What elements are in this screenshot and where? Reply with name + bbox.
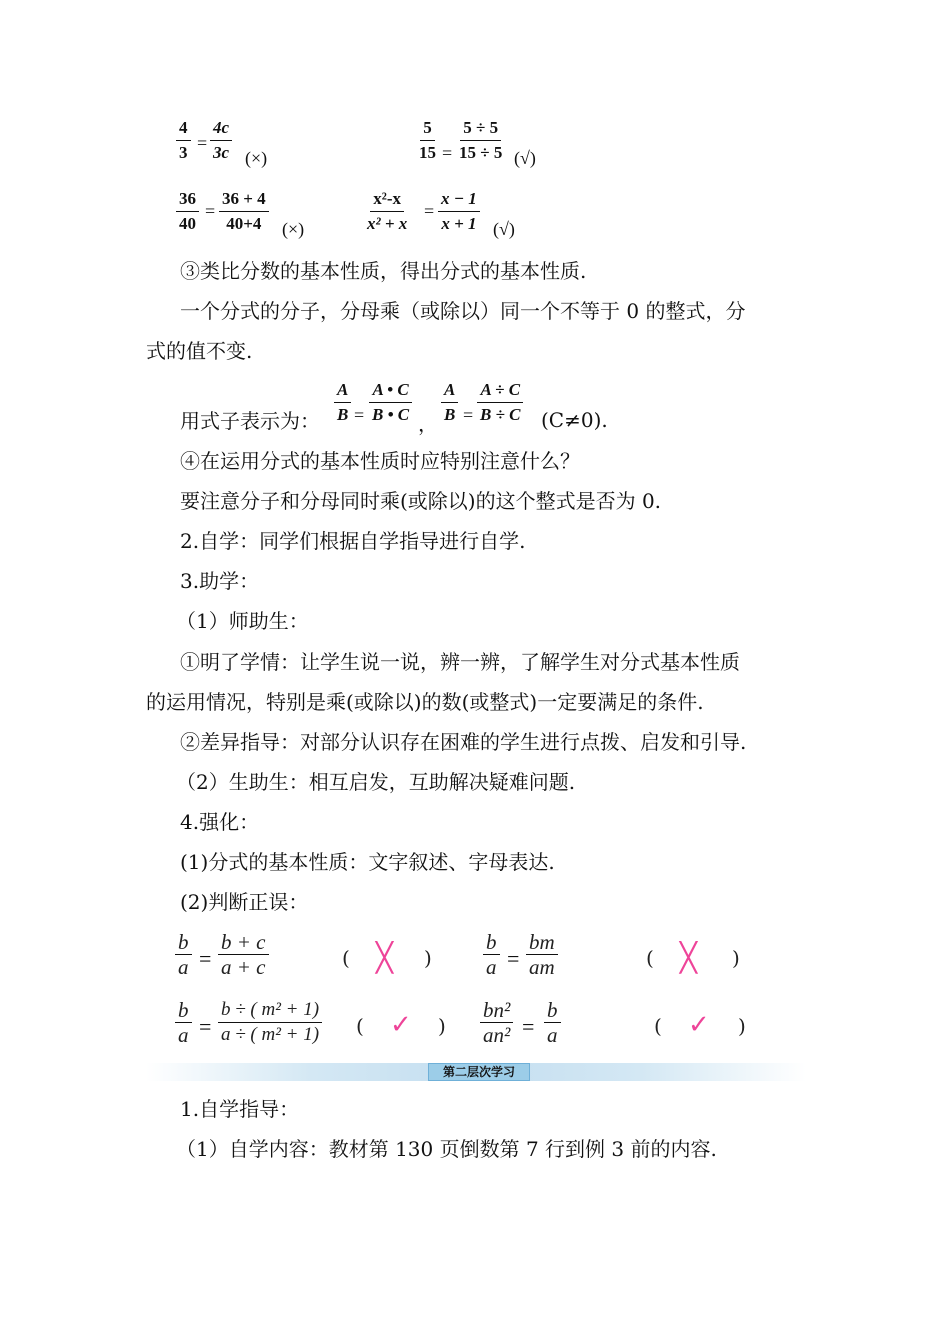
- wrong-mark: (×): [282, 219, 305, 239]
- answer-paren-close: ): [424, 946, 432, 970]
- text-line: 式的值不变.: [146, 339, 253, 363]
- formula-fraction-ac-bc: $\frac{A • C}{B • C}$: [369, 380, 412, 425]
- section-banner-label: 第二层次学习: [428, 1063, 530, 1081]
- judge-fraction-b-a: $\frac{b}{a}$: [175, 1000, 192, 1045]
- fraction-xminus1-xplus1: $\frac{x - 1}{x + 1}$: [438, 189, 480, 234]
- equals-sign: =: [205, 201, 216, 221]
- answer-paren-open: (: [342, 946, 350, 970]
- answer-paren-close: ): [738, 1014, 746, 1038]
- text-line: (1)分式的基本性质：文字叙述、字母表达.: [180, 850, 555, 874]
- text-line: 一个分式的分子，分母乘（或除以）同一个不等于 0 的整式，分: [180, 299, 746, 323]
- comma: ，: [418, 412, 438, 436]
- text-line: （1）自学内容：教材第 130 页倒数第 7 行到例 3 前的内容.: [176, 1137, 717, 1161]
- answer-paren-open: (: [356, 1014, 364, 1038]
- answer-paren-open: (: [646, 946, 654, 970]
- fraction-x2minusx-x2plusx: $\frac{\text{x²-x}}{\text{x² + x}}$: [367, 189, 408, 233]
- check-icon: ✓: [688, 1010, 710, 1040]
- equals-sign: =: [199, 946, 212, 971]
- equals-sign: =: [522, 1014, 535, 1039]
- formula-prefix: 用式子表示为：: [180, 409, 320, 433]
- text-line: 1.自学指导：: [180, 1097, 300, 1121]
- text-line: 3.助学：: [180, 569, 260, 593]
- formula-fraction-adivc-bdivc: $\frac{A \div C}{B \div C}$: [477, 380, 524, 425]
- cross-icon: ╳: [680, 941, 697, 974]
- answer-paren-close: ): [438, 1014, 446, 1038]
- equals-sign: =: [197, 133, 208, 153]
- text-line: ①明了学情：让学生说一说，辨一辨，了解学生对分式基本性质: [180, 650, 740, 674]
- fraction-36plus4-40plus4: $\frac{36 + 4}{40+4}$: [219, 189, 269, 234]
- judge-fraction-b-a: $\frac{b}{a}$: [175, 932, 192, 977]
- equals-sign: =: [463, 405, 474, 425]
- equals-sign: =: [442, 143, 453, 163]
- text-line: 2.自学：同学们根据自学指导进行自学.: [180, 529, 526, 553]
- text-line: ④在运用分式的基本性质时应特别注意什么？: [180, 449, 580, 473]
- judge-fraction-bdivm2plus1-adivm2plus1: $\frac{\text{b ÷ ( m² + 1)}}{\text{a ÷ ( m² + 1)}}$: [218, 1000, 322, 1045]
- text-line: (2)判断正误：: [180, 890, 309, 914]
- equals-sign: =: [354, 405, 365, 425]
- fraction-4c-3c: $\frac{4c}{3c}$: [210, 118, 232, 163]
- formula-condition: (C≠0).: [541, 408, 608, 432]
- cross-icon: ╳: [376, 941, 393, 974]
- judge-fraction-b-a: $\frac{b}{a}$: [483, 932, 500, 977]
- fraction-5div5-15div5: $\frac{5 \div 5}{15 \div 5}$: [459, 118, 503, 162]
- judge-fraction-bplusc-aplusc: $\frac{b + c}{a + c}$: [218, 932, 269, 977]
- equals-sign: =: [424, 201, 435, 221]
- text-line: 要注意分子和分母同时乘(或除以)的这个整式是否为 0.: [180, 489, 662, 513]
- text-line: ③类比分数的基本性质，得出分式的基本性质.: [180, 259, 587, 283]
- text-line: （1）师助生：: [176, 609, 309, 633]
- equals-sign: =: [199, 1014, 212, 1039]
- judge-fraction-bm-am: $\frac{bm}{am}$: [526, 932, 558, 977]
- text-line: 的运用情况，特别是乘(或除以)的数(或整式)一定要满足的条件.: [146, 690, 704, 714]
- judge-fraction-bn2-an2: $\frac{\text{bn²}}{\text{an²}}$: [480, 1000, 513, 1045]
- text-line: ②差异指导：对部分认识存在困难的学生进行点拨、启发和引导.: [180, 730, 747, 754]
- formula-fraction-a-b: $\frac{A}{B}$: [334, 380, 351, 425]
- formula-fraction-a-b-2: $\frac{A}{B}$: [441, 380, 458, 425]
- equals-sign: =: [507, 946, 520, 971]
- fraction-4-3: $\frac{4}{3}$: [176, 118, 191, 163]
- check-icon: ✓: [390, 1010, 412, 1040]
- wrong-mark: (×): [245, 148, 268, 168]
- answer-paren-open: (: [654, 1014, 662, 1038]
- right-mark: (√): [493, 219, 515, 239]
- answer-paren-close: ): [732, 946, 740, 970]
- fraction-36-40: $\frac{36}{40}$: [176, 189, 199, 234]
- judge-fraction-b-a: $\frac{b}{a}$: [544, 1000, 561, 1045]
- text-line: 4.强化：: [180, 810, 260, 834]
- fraction-5-15: $\frac{5}{15}$: [419, 118, 436, 162]
- text-line: （2）生助生：相互启发，互助解决疑难问题.: [176, 770, 576, 794]
- right-mark: (√): [514, 148, 536, 168]
